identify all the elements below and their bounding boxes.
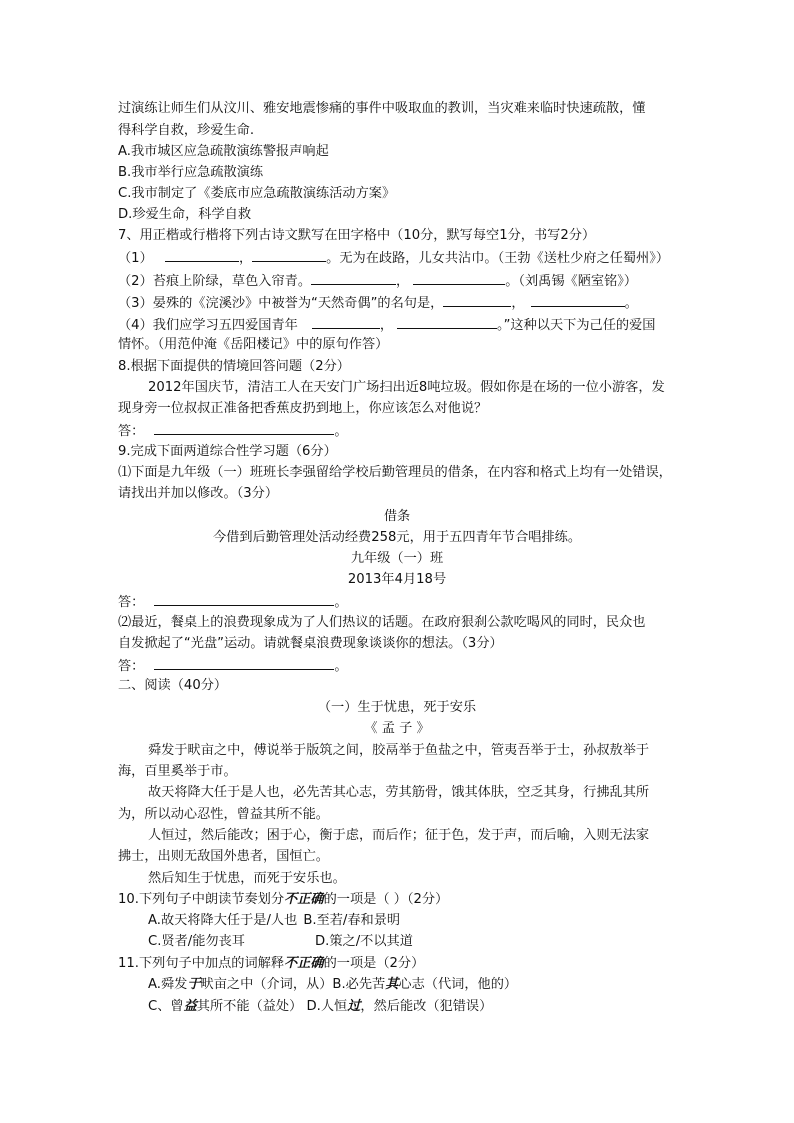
- note-title: 借条: [383, 509, 411, 524]
- q8-line-1: 2012年国庆节，清洁工人在天安门广场扫出近8吨垃圾。假如你是在场的一位小游客，发: [148, 380, 665, 395]
- q7-item2-end: 。（刘禹锡《陋室铭》）: [505, 274, 638, 289]
- q8-answer: [118, 420, 348, 440]
- q10-options-row-1: [148, 911, 400, 931]
- option-c: C.我市制定了《娄底市应急疏散演练活动方案》: [118, 186, 396, 201]
- q9-part2-line-1: ⑵最近，餐桌上的浪费现象成为了人们热议的话题。在政府狠刹公款吃喝风的同时，民众也: [118, 615, 646, 630]
- note-date: 2013年4月18号: [347, 572, 447, 587]
- answer-end: 。: [334, 659, 348, 674]
- q9-title: 9.完成下面两道综合性学习题（6分）: [118, 444, 337, 459]
- q7-item2-text: （2）苔痕上阶绿，草色入帘青。: [118, 274, 312, 289]
- q7-item1-text: 。无为在歧路，儿女共沾巾。（王勃《送杜少府之任蜀州》）: [326, 251, 670, 266]
- option-d: D.珍爱生命，科学自救: [118, 207, 252, 222]
- note-signer: 九年级（一）班: [350, 551, 444, 566]
- section-2-title: 二、阅读（40分）: [118, 678, 228, 693]
- passage-para-2-line-1: 故天将降大任于是人也，必先苦其心志，劳其筋骨，饿其体肤，空乏其身，行拂乱其所: [148, 785, 650, 800]
- answer-label: 答：: [118, 659, 145, 674]
- q11-dotted-word: 其: [385, 977, 399, 992]
- q8-line-2: 现身旁一位叔叔正准备把香蕉皮扔到地上，你应该怎么对他说？: [118, 401, 488, 416]
- fill-blank[interactable]: [397, 314, 497, 329]
- q7-item2-sep: ，: [396, 274, 410, 289]
- q10-options-row-2: [148, 932, 413, 952]
- q11-dotted-word: 于: [187, 977, 201, 992]
- q11-option-d-text: ，然后能改（犯错误）: [360, 999, 493, 1014]
- passage-title: （一）生于忧患，死于安乐: [317, 700, 477, 715]
- fill-blank[interactable]: [413, 270, 505, 285]
- q10-title-text: 10.下列句子中朗读节奏划分: [118, 892, 285, 907]
- answer-end: 。: [334, 424, 348, 439]
- q9-answer-1: [118, 591, 348, 611]
- fill-blank[interactable]: [165, 247, 239, 262]
- q10-title-emphasis: 不正确: [284, 892, 324, 907]
- passage-para-1-line-1: 舜发于畎亩之中，傅说举于版筑之间，胶鬲举于鱼盐之中，管夷吾举于士，孙叔敖举于: [148, 743, 650, 758]
- answer-blank[interactable]: [154, 591, 334, 606]
- q7-item-3: [118, 292, 638, 312]
- intro-line-1: 过演练让师生们从汶川、雅安地震惨痛的事件中吸取血的教训，当灾难来临时快速疏散，懂: [118, 101, 646, 116]
- q7-item-1: [118, 247, 669, 267]
- q11-dotted-word: 益: [183, 999, 197, 1014]
- q11-options-row-2: [148, 997, 492, 1017]
- q7-item3-end: 。: [624, 296, 638, 311]
- fill-blank[interactable]: [312, 314, 380, 329]
- q11-option-c-text: C、曾: [148, 999, 184, 1014]
- option-b: B.我市举行应急疏散演练: [118, 165, 264, 180]
- intro-line-2: 得科学自救，珍爱生命.: [118, 123, 255, 138]
- q7-item1-label: （1）: [118, 251, 153, 266]
- q8-title: 8.根据下面提供的情境回答问题（2分）: [118, 359, 350, 374]
- q7-item-4: [118, 314, 656, 334]
- q11-option-b-text: 心志（代词，他的）: [398, 977, 518, 992]
- fill-blank[interactable]: [252, 247, 326, 262]
- q7-title: 7、用正楷或行楷将下列古诗文默写在田字格中（10分，默写每空1分，书写2分）: [118, 228, 596, 243]
- passage-author: 《 孟 子 》: [364, 721, 430, 736]
- q7-item4-text: （4）我们应学习五四爱国青年: [118, 318, 298, 333]
- q10-option-a: A.故天将降大任于是/人也: [148, 913, 298, 928]
- q11-dotted-word: 过: [347, 999, 361, 1014]
- answer-blank[interactable]: [154, 420, 334, 435]
- q9-answer-2: [118, 655, 348, 675]
- passage-para-4: 然后知生于忧患，而死于安乐也。: [148, 871, 346, 886]
- fill-blank[interactable]: [531, 292, 625, 307]
- q7-item-2: [118, 270, 637, 290]
- fill-blank[interactable]: [311, 270, 396, 285]
- q7-item4-end: 。”这种以天下为己任的爱国: [497, 318, 656, 333]
- q9-part1-line-1: ⑴下面是九年级（一）班班长李强留给学校后勤管理员的借条，在内容和格式上均有一处错误，: [118, 465, 672, 480]
- fill-blank[interactable]: [443, 292, 511, 307]
- answer-end: 。: [334, 595, 348, 610]
- passage-para-3-line-1: 人恒过，然后能改；困于心，衡于虑，而后作；征于色，发于声，而后喻，入则无法家: [148, 828, 650, 843]
- q7-item1-sep: ，: [238, 251, 253, 266]
- answer-label: 答：: [118, 424, 145, 439]
- q11-title: [118, 954, 424, 974]
- answer-label: 答：: [118, 595, 145, 610]
- q11-title-text: 11.下列句子中加点的词解释: [118, 956, 285, 971]
- q10-option-b: B.至若/春和景明: [303, 913, 401, 928]
- q10-title-tail: 的一项是（ ）（2分）: [323, 892, 449, 907]
- q10-title: [118, 890, 448, 910]
- q11-title-tail: 的一项是（2分）: [323, 956, 425, 971]
- q7-item4-sep: ，: [379, 318, 394, 333]
- q11-title-emphasis: 不正确: [284, 956, 324, 971]
- q9-part2-line-2: 自发掀起了“光盘”运动。请就餐桌浪费现象谈谈你的想法。（3分）: [118, 636, 503, 651]
- passage-para-2-line-2: 为，所以动心忍性，曾益其所不能。: [118, 807, 329, 822]
- option-a: A.我市城区应急疏散演练警报声响起: [118, 144, 329, 159]
- q11-option-c-d-text: 其所不能（益处） D.人恒: [196, 999, 348, 1014]
- note-body: 今借到后勤管理处活动经费258元，用于五四青年节合唱排练。: [212, 530, 582, 545]
- q10-option-c: C.贤者/能勿丧耳: [148, 934, 245, 949]
- q7-item3-sep: ，: [511, 296, 525, 311]
- passage-para-3-line-2: 拂士，出则无敌国外患者，国恒亡。: [118, 849, 329, 864]
- q7-item-4-line-2: 情怀。（用范仲淹《岳阳楼记》中的原句作答）: [118, 337, 389, 352]
- q7-item3-text: （3）晏殊的《浣溪沙》中被誉为“天然奇偶”的名句是，: [118, 296, 444, 311]
- passage-para-1-line-2: 海，百里奚举于市。: [118, 764, 237, 779]
- q9-part1-line-2: 请找出并加以修改。（3分）: [118, 486, 279, 501]
- answer-blank[interactable]: [154, 655, 334, 670]
- q11-option-a-b-text: 畎亩之中（介词，从）B.必先苦: [200, 977, 386, 992]
- q11-option-a-text: A.舜发: [148, 977, 188, 992]
- q11-options-row-1: [148, 975, 517, 995]
- q10-option-d: D.策之/不以其道: [314, 934, 413, 949]
